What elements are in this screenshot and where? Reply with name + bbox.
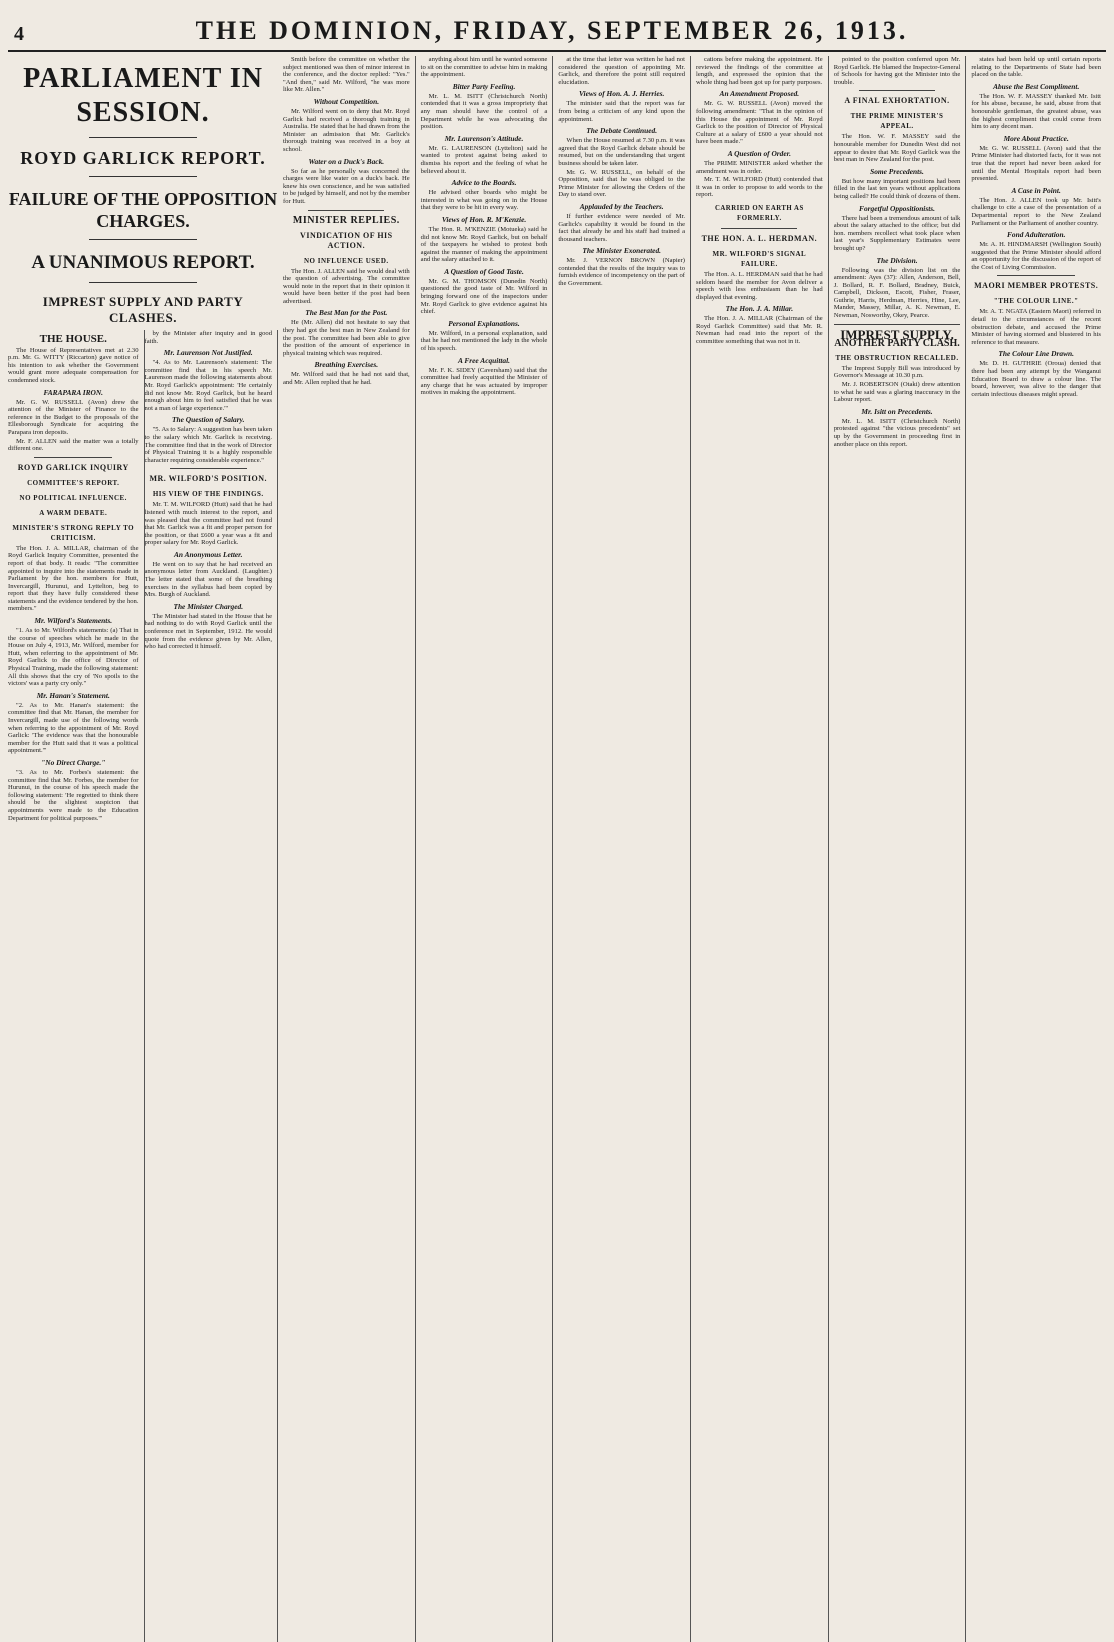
section-head: MAORI MEMBER PROTESTS. (974, 281, 1099, 291)
paragraph: Mr. T. M. WILFORD (Hutt) said that he had listened with much interest to the report, and was pleased that the committee had not found that Mr. Garlick was a fit and proper person for the position, or that £600 a year was a fit and proper salary for Mr. Royd Garlick. (144, 501, 272, 547)
subhead: A Case in Point. (1011, 185, 1061, 195)
subhead: Applauded by the Teachers. (579, 201, 664, 211)
paragraph: "2. As to Mr. Hanan's statement: the committee find that Mr. Hanan, the member for Invercargill, made use of the following words when referring to the appointment of Mr. Royd Garlick: 'The evidence was that the honourable member for the Hutt said that it was a political appointment.'" (8, 701, 139, 755)
subhead: Without Competition. (313, 96, 380, 106)
divider (834, 324, 961, 325)
paragraph: Following was the division list on the amendment: Ayes (37): Allen, Anderson, Bell, J. Bollard, R. F. Bollard, Bradney, Buick, Campbell, Dickson, Escott, Fisher, Fraser, Guthrie, Harris, Herdman, Herries, Hine, Lee, Mander, Massey, Millar, A. K. Newman, E. Newman, Nosworthy, Okey, Pearce. (833, 266, 961, 320)
paragraph: Mr. G. LAURENSON (Lyttelton) said he wanted to protest against being asked to dismiss his report and the feeling of what he believed about it. (420, 144, 548, 175)
paragraph: The House of Representatives met at 2.30 p.m. Mr. G. WITTY (Riccarton) gave notice of his intention to ask whether the Government would grant more adequate compensation for condemned stock. (8, 346, 139, 384)
subhead: More About Practice. (1003, 133, 1069, 143)
section-head: A FINAL EXHORTATION. (844, 96, 950, 106)
subhead: Breathing Exercises. (314, 360, 379, 370)
paragraph: "1. As to Mr. Wilford's statements: (a) That in the course of speeches which he made in the House on July 4, 1913, Mr. Wilford, member for Hutt, when referring to the appointment of Mr. Royd Garlick to the office of Director of Physical Training, made the following statement: All this shows that the cry of 'No spoils to the victors' was a party cry only." (8, 627, 139, 688)
section-subhead: "THE COLOUR LINE." (993, 297, 1079, 306)
subhead: FARAPARA IRON. (43, 387, 104, 397)
subhead: Mr. Laurenson's Attitude. (444, 133, 524, 143)
paragraph: Mr. G. W. RUSSELL, on behalf of the Opposition, said that he was obliged to the Prime Minister for allowing the Orders of the Day to stand over. (558, 168, 686, 199)
subhead: Water on a Duck's Back. (308, 156, 385, 166)
paragraph: So far as he personally was concerned the charges were like water on a duck's back. He knew his own conscience, and he was satisfied to be judged by himself, and not by the member for Hutt. (283, 167, 410, 205)
lead-rule (89, 137, 197, 138)
subhead: The Minister Exonerated. (582, 246, 661, 256)
section-subhead: NO POLITICAL INFLUENCE. (19, 493, 127, 502)
paragraph: He (Mr. Allen) did not hesitate to say that they had got the best man in New Zealand for the post. The committee had been able to give the position of the amount of experience in physical training which was required. (283, 319, 410, 357)
paragraph: The PRIME MINISTER asked whether the amendment was in order. (696, 159, 823, 175)
subhead: Forgetful Oppositionists. (859, 203, 936, 213)
paragraph: Mr. G. M. THOMSON (Dunedin North) questioned the good taste of Mr. Wilford in bringing forward one of the inspectors under Mr. Royd Garlick to give evidence against his chief. (420, 277, 548, 316)
divider (859, 90, 935, 91)
paragraph: The minister said that the report was far from being a criticism of any kind upon the appointment. (558, 100, 686, 123)
subhead: The Question of Salary. (172, 415, 245, 425)
paragraph: at the time that letter was written he had not considered the question of appointing Mr. Garlick, and therefore the point still required elucidation. (558, 56, 686, 86)
subhead: Bitter Party Feeling. (452, 81, 516, 91)
divider (308, 210, 384, 211)
paragraph: The Hon. J. A. MILLAR, chairman of the Royd Garlick Inquiry Committee, presented the report of that body. It reads: "The committee appointed to inquire into the statements made in Parliament by the hon. members for Hutt, Invercargill, Hurunui, and Lyttelton, beg to report that they have fully considered these statements and the evidence tendered by the hon. members." (8, 544, 139, 613)
column-5 (553, 56, 691, 1642)
section-head: MINISTER REPLIES. (292, 214, 400, 226)
paragraph: pointed to the position conferred upon Mr. Royd Garlick. He blamed the Inspector-General of Schools for having got the Minister into the trouble. (833, 56, 961, 86)
paragraph: If further evidence were needed of Mr. Garlick's capability it would be found in the fact that already he and his staff had trained a thousand teachers. (558, 212, 686, 243)
headline-imprest: IMPREST SUPPLY AND PARTY CLASHES. (42, 294, 244, 325)
paragraph: states had been held up until certain reports relating to the Departments of State had been placed on the table. (971, 56, 1102, 79)
section-head: THE HON. A. L. HERDMAN. (701, 233, 818, 243)
section-head-imprest: IMPREST SUPPLY. (840, 326, 954, 342)
subhead: The Debate Continued. (586, 126, 658, 136)
paragraph: Mr. J. ROBERTSON (Otaki) drew attention to what he said was a glaring inaccuracy in the Labour report. (833, 381, 961, 404)
section-head: ROYD GARLICK INQUIRY (17, 462, 129, 472)
subhead: A Free Acquittal. (457, 355, 511, 365)
section-subhead: VINDICATION OF HIS ACTION. (300, 230, 393, 250)
subhead: Views of Hon. R. M'Kenzie. (441, 214, 527, 224)
paragraph: Mr. G. W. RUSSELL (Avon) drew the attention of the Minister of Finance to the reference in the Budget to the proposals of the Ellesborough Syndicate for acquiring the Parapara iron deposits. (8, 398, 139, 436)
subhead: An Amendment Proposed. (719, 89, 800, 99)
column-1 (8, 330, 145, 1642)
section-subhead: COMMITTEE'S REPORT. (27, 478, 120, 487)
section-head: MR. WILFORD'S POSITION. (149, 474, 268, 484)
divider (34, 457, 112, 458)
paragraph: by the Minister after inquiry and in good faith. (144, 330, 272, 345)
paragraph: The Imprest Supply Bill was introduced by Governor's Message at 10.30 p.m. (833, 364, 961, 380)
paragraph: Mr. Wilford went on to deny that Mr. Royd Garlick had received a thorough training in Australia. He stated that he had drawn from the Minister an admission that Mr. Garlick's thorough training was received in a boy at school. (283, 107, 410, 153)
paragraph: But how many important positions had been filled in the last ten years without applications being called? He could think of dozens of them. (833, 177, 961, 200)
paragraph: Mr. Wilford said that he had not said that, and Mr. Allen replied that he had. (283, 371, 410, 387)
divider (170, 468, 247, 469)
paragraph: Mr. G. W. RUSSELL (Avon) moved the following amendment: "That in the opinion of this House the appointment of Mr. Royd Garlick to the position of Director of Physical Culture at a salary of £600 a year should not have been made." (696, 100, 823, 146)
headline-royd-garlick: ROYD GARLICK REPORT. (20, 148, 266, 168)
paragraph: Mr. D. H. GUTHRIE (Oroua) denied that there had been any attempt by the Wanganui Education Board to draw a colour line. The board, however, was alive to the danger that certain infectious diseases might spread. (971, 360, 1102, 398)
paragraph: The Hon. A. L. HERDMAN said that he had seldom heard the member for Avon deliver a speech with less enthusiasm than he had displayed that evening. (696, 270, 823, 301)
paragraph: The Hon. J. ALLEN said he would deal with the question of advertising. The committee would note in the report that in their opinion it would have been better if the post had been advertised. (283, 267, 410, 305)
section-subhead: ANOTHER PARTY CLASH. (834, 338, 960, 350)
section-subhead: THE PRIME MINISTER'S APPEAL. (850, 112, 944, 131)
subhead: Views of Hon. A. J. Herries. (579, 89, 665, 99)
paragraph: Mr. F. ALLEN said the matter was a totally different one. (8, 437, 139, 453)
column-3 (278, 56, 416, 1642)
newspaper-title: THE DOMINION, FRIDAY, SEPTEMBER 26, 1913. (195, 16, 909, 45)
paragraph: He advised other boards who might be interested in what was going on in the House that they were to be hit in every way. (420, 189, 548, 212)
column-area (8, 56, 1106, 1642)
section-subhead: THE OBSTRUCTION RECALLED. (835, 353, 959, 362)
subhead: The Hon. J. A. Millar. (725, 304, 794, 314)
paragraph: The Minister had stated in the House that he had nothing to do with Royd Garlick until the conference met in September, 1912. He would quote from the evidence given by Mr. Allen, who had corrected it himself. (144, 612, 272, 651)
masthead (8, 0, 1106, 52)
paragraph: Mr. T. M. WILFORD (Hutt) contended that it was in order to propose to add words to the report. (696, 176, 823, 199)
section-subhead: NO INFLUENCE USED. (304, 256, 389, 265)
subhead: Some Precedents. (870, 166, 924, 176)
paragraph: "3. As to Mr. Forbes's statement: the committee find that Mr. Forbes, the member for Hurunui, in the course of his speech made the following statement: 'He regretted to think there should be the slightest suspicion that appointments were made to the Education Department for political purposes.'" (8, 768, 139, 822)
lead-rule (89, 282, 197, 283)
paragraph: anything about him until he wanted someone to sit on the committee to advise him in making the appointment. (420, 56, 548, 79)
subhead: Personal Explanations. (448, 318, 520, 328)
paragraph: Mr. J. VERNON BROWN (Napier) contended that the results of the inquiry was to furnish evidence of incompetency on the part of the Government. (558, 257, 686, 288)
paragraph: Mr. A. H. HINDMARSH (Wellington South) suggested that the Prime Minister should afford an opportunity for the discussion of the report of the Cost of Living Commission. (971, 241, 1102, 271)
subhead: Abuse the Best Compliment. (993, 81, 1080, 91)
paragraph: The Hon. J. A. MILLAR (Chairman of the Royd Garlick Committee) said that Mr. R. Newman had read into the report of the committee something that was not in it. (696, 315, 823, 346)
subhead: The Best Man for the Post. (305, 308, 388, 318)
paragraph: Mr. Wilford, in a personal explanation, said that he had not mentioned the lady in the whole of his speech. (420, 329, 548, 353)
paragraph: The Hon. R. M'KENZIE (Motueka) said he did not know Mr. Royd Garlick, but on behalf of the taxpayers he wished to protest both against the manner of making the appointment and the salary attached to it. (420, 225, 548, 264)
subhead: Mr. Wilford's Statements. (34, 616, 113, 626)
column-8 (966, 56, 1106, 1642)
paragraph: Mr. L. M. ISITT (Christchurch North) contended that it was a gross impropriety that any man should have the control of a Department while he was advocating the position. (420, 92, 548, 131)
paragraph: He went on to say that he had received an anonymous letter from Auckland. (Laughter.) The letter stated that some of the breathing exercises in the syllabus had been copied by Mrs. Burgh of Auckland. (144, 560, 272, 599)
subhead: The Minister Charged. (173, 601, 244, 611)
section-subhead: MR. WILFORD'S SIGNAL FAILURE. (712, 249, 807, 268)
lead-rule (89, 239, 197, 240)
lead-story (8, 56, 278, 1642)
paragraph: Mr. F. K. SIDEY (Caversham) said that the committee had freely acquitted the Minister of any charge that he was actuated by improper motives in making the appointment. (420, 366, 548, 397)
section-subhead: A WARM DEBATE. (39, 508, 108, 517)
subhead: Advice to the Boards. (451, 178, 517, 188)
section-subhead: MINISTER'S STRONG REPLY TO CRITICISM. (12, 523, 135, 542)
subhead: Mr. Laurenson Not Justified. (163, 348, 253, 358)
paragraph: "5. As to Salary: A suggestion has been taken to the salary which Mr. Garlick is receiving. The committee find that in the work of Director of Physical Training it is a highly responsible character requiring considerable experience." (144, 426, 272, 464)
subhead: A Question of Good Taste. (444, 266, 524, 276)
paragraph: Mr. G. W. RUSSELL (Avon) said that the Prime Minister had distorted facts, for it was not true that the report had never been asked for until the Mental Hospitals report had been presented. (971, 144, 1102, 183)
paragraph: Mr. L. M. ISITT (Christchurch North) protested against "the vicious precedents" set up by the Government in proceeding first in another place on this report. (833, 417, 961, 448)
section-subhead: HIS VIEW OF THE FINDINGS. (152, 490, 264, 499)
paragraph: cations before making the appointment. He reviewed the findings of the committee at length, and expressed the opinion that the whole thing had been got up for party purposes. (696, 56, 823, 86)
column-2 (145, 330, 278, 1642)
column-7 (829, 56, 967, 1642)
column-6 (691, 56, 829, 1642)
paragraph: The Hon. W. F. MASSEY said the honourable member for Dunedin West did not appear to desire that Mr. Royd Garlick was the best man in New Zealand for the post. (833, 133, 961, 164)
paragraph: "4. As to Mr. Laurenson's statement: The committee find that in his speech Mr. Laurenson made the following statements about Mr. Royd Garlick's appointment: 'He certainly did not know Mr. Royd Garlick, but he heard enough about him to feel satisfied that he was not a man of large experience.'" (144, 359, 272, 412)
paragraph: Smith before the committee on whether the subject mentioned was then of minor interest in the conference, and the doctor replied: "Yes." "And then," said Mr. Wilford, "he was more like Mr. Allen." (283, 56, 410, 94)
subhead: The Division. (876, 255, 918, 265)
subhead: A Question of Order. (727, 148, 791, 158)
section-head-house: THE HOUSE. (39, 333, 107, 345)
section-subhead: CARRIED ON EARTH AS FORMERLY. (714, 204, 804, 222)
column-4 (416, 56, 554, 1642)
subhead: The Colour Line Drawn. (998, 349, 1074, 359)
headline-unanimous: A UNANIMOUS REPORT. (31, 252, 255, 273)
subhead: "No Direct Charge." (41, 757, 106, 767)
paragraph: The Hon. J. ALLEN took up Mr. Isitt's challenge to cite a case of the presentation of a Departmental report to the New Zealand Parliament or the Parliament of another country. (971, 196, 1102, 227)
paragraph: When the House resumed at 7.30 p.m. it was agreed that the Royd Garlick debate should be resumed, but on the understanding that urgent business should be taken later. (558, 137, 686, 167)
subhead: Mr. Isitt on Precedents. (861, 406, 933, 416)
headline-parliament: PARLIAMENT IN SESSION. (23, 63, 263, 128)
paragraph: There had been a tremendous amount of talk about the salary attached to the office; but did hon. members recollect what took place when last year's Supplementary Estimates were brought up? (833, 214, 961, 252)
headline-failure: FAILURE OF THE OPPOSITION CHARGES. (8, 189, 278, 231)
paragraph: The Hon. W. F. MASSEY thanked Mr. Isitt for his abuse, because, he said, abuse from that honourable gentleman, the greatest abuse, was the highest compliment that could come from him to any decent man. (971, 92, 1102, 131)
divider (997, 275, 1075, 276)
lead-rule (89, 176, 197, 177)
paragraph: Mr. A. T. NGATA (Eastern Maori) referred in detail to the circumstances of the recent obstruction debate, and accused the Prime Minister of having stormed and blustered in his reference to that measure. (971, 308, 1102, 346)
lead-subcolumns (8, 330, 278, 1642)
subhead: An Anonymous Letter. (173, 549, 243, 559)
subhead: Fond Adulteration. (1006, 230, 1066, 240)
page-number: 4 (14, 23, 24, 45)
divider (721, 228, 797, 229)
subhead: Mr. Hanan's Statement. (36, 690, 110, 700)
